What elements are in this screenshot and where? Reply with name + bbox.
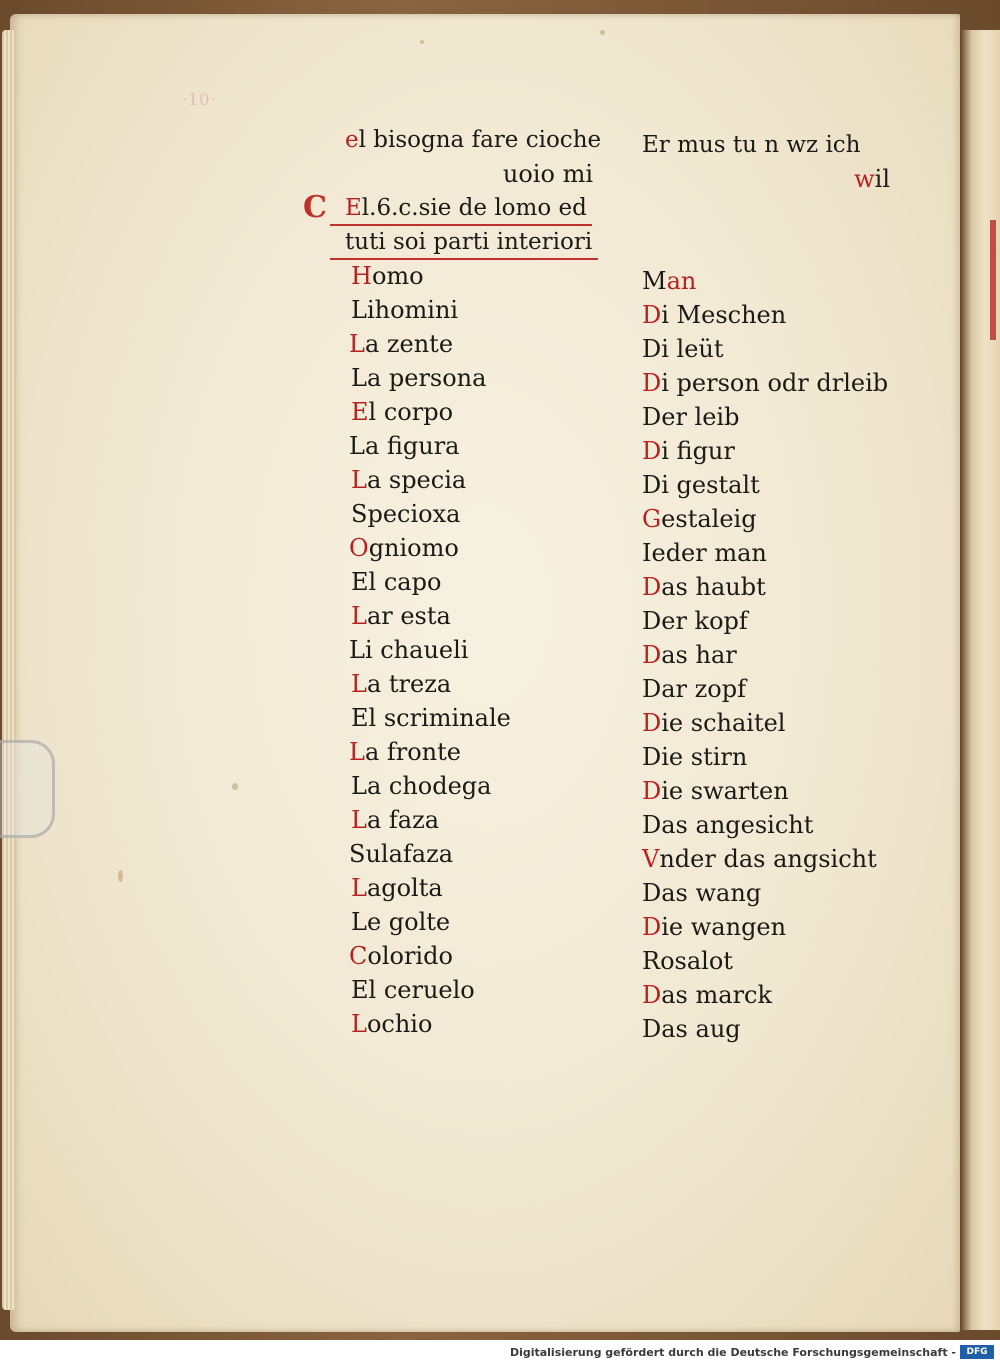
italian-entry-line — [345, 259, 605, 293]
facing-page-rubric — [990, 220, 996, 340]
initial-letter: D — [642, 709, 662, 737]
entry-text: er kopf — [661, 607, 748, 635]
entry-text: a fronte — [364, 738, 461, 766]
italian-entry-line — [345, 837, 605, 871]
german-entry-line — [642, 604, 902, 638]
initial-letter: D — [642, 913, 662, 941]
initial-letter: D — [642, 573, 662, 601]
entry-text: l corpo — [368, 398, 454, 426]
entry-text: l scriminale — [368, 704, 511, 732]
entry-text: i leüt — [661, 335, 724, 363]
initial-letter: L — [351, 874, 367, 902]
entry-text: ihomini — [366, 296, 459, 324]
entry-text: a treza — [366, 670, 452, 698]
initial-letter: L — [351, 364, 367, 392]
entry-text: ar zopf — [661, 675, 746, 703]
dfg-logo: DFG — [960, 1345, 994, 1359]
entry-text: eder man — [651, 539, 767, 567]
entry-text: as wang — [661, 879, 762, 907]
german-entry-line — [642, 366, 902, 400]
initial-letter: M — [642, 267, 667, 295]
entry-text: gniomo — [368, 534, 459, 562]
initial-letter: D — [642, 1015, 662, 1043]
initial-letter: D — [642, 811, 662, 839]
initial-letter: L — [351, 1010, 367, 1038]
foxing-spot — [232, 783, 238, 790]
initial-letter: V — [642, 845, 660, 873]
initial-letter: L — [349, 330, 365, 358]
italian-entry-line — [345, 395, 605, 429]
initial-letter: w — [854, 165, 875, 193]
entry-text: a faza — [366, 806, 440, 834]
initial-letter: D — [642, 981, 662, 1009]
entry-text: nder das angsicht — [659, 845, 877, 873]
initial-letter: C — [349, 942, 368, 970]
german-entry-line — [642, 332, 902, 366]
entry-text: i gestalt — [661, 471, 760, 499]
italian-entry-line — [345, 871, 605, 905]
paragraph-mark: C — [303, 190, 327, 225]
funding-credit: Digitalisierung gefördert durch die Deutsche Forschungsgemeinschaft - — [509, 1346, 956, 1359]
italian-entry-line — [345, 225, 605, 259]
initial-letter: H — [351, 262, 372, 290]
entry-text: r mus tu n wz ich — [658, 132, 861, 158]
german-entry-line — [642, 502, 902, 536]
initial-letter: L — [351, 806, 367, 834]
italian-entry-line — [345, 463, 605, 497]
entry-text: estaleig — [661, 505, 757, 533]
initial-letter: E — [642, 132, 659, 158]
entry-text: ulafaza — [365, 840, 454, 868]
initial-letter: D — [642, 743, 662, 771]
initial-letter: D — [642, 369, 662, 397]
initial-letter: E — [345, 195, 362, 221]
initial-letter: L — [349, 432, 365, 460]
italian-entry-line — [345, 361, 605, 395]
entry-text: ochio — [366, 1010, 433, 1038]
initial-letter: E — [351, 568, 369, 596]
initial-letter: S — [349, 840, 366, 868]
german-entry-line — [642, 876, 902, 910]
italian-entry-line — [345, 599, 605, 633]
german-entry-line — [642, 298, 902, 332]
italian-entry-line — [345, 633, 605, 667]
entry-text: ie stirn — [661, 743, 748, 771]
initial-letter: D — [642, 777, 662, 805]
initial-letter: E — [351, 704, 369, 732]
entry-text: ar esta — [366, 602, 451, 630]
initial-letter: u — [502, 160, 519, 188]
german-entry-line — [642, 434, 902, 468]
italian-entry-line — [345, 429, 605, 463]
initial-letter: L — [349, 636, 365, 664]
entry-text: e golte — [366, 908, 451, 936]
entry-text: l capo — [368, 568, 442, 596]
entry-text: pecioxa — [367, 500, 461, 528]
german-entry-line — [642, 230, 902, 264]
foxing-spot — [600, 30, 605, 35]
entry-text: l.6.c.sie de lomo ed — [361, 195, 587, 221]
entry-text: olorido — [367, 942, 453, 970]
german-entry-line — [642, 740, 902, 774]
rubric-underline — [330, 258, 598, 260]
entry-text: er leib — [661, 403, 740, 431]
german-entry-line — [642, 264, 902, 298]
italian-entry-line — [345, 531, 605, 565]
german-entry-line — [642, 808, 902, 842]
entry-text: a figura — [364, 432, 460, 460]
initial-letter: D — [642, 335, 662, 363]
german-entry-line — [642, 944, 902, 978]
german-entry-line — [642, 128, 902, 162]
initial-letter: L — [351, 466, 367, 494]
italian-column — [345, 123, 605, 1041]
entry-text: omo — [371, 262, 424, 290]
initial-letter: E — [351, 398, 369, 426]
italian-entry-line — [345, 769, 605, 803]
entry-text: agolta — [366, 874, 443, 902]
rubric-underline — [330, 224, 592, 226]
initial-letter: L — [351, 296, 367, 324]
initial-letter: D — [642, 607, 662, 635]
entry-text: as angesicht — [661, 811, 814, 839]
italian-entry-line — [345, 701, 605, 735]
italian-entry-line — [345, 939, 605, 973]
italian-entry-line — [345, 157, 605, 191]
entry-text: oio mi — [518, 160, 593, 188]
entry-text: osalot — [660, 947, 733, 975]
german-entry-line — [642, 706, 902, 740]
entry-text: ie schaitel — [661, 709, 786, 737]
entry-text: uti soi parti interiori — [354, 229, 593, 255]
entry-text: a persona — [366, 364, 487, 392]
german-entry-line — [642, 468, 902, 502]
italian-entry-line — [345, 191, 605, 225]
initial-letter: L — [351, 670, 367, 698]
initial-letter: D — [642, 301, 662, 329]
initial-letter: O — [349, 534, 369, 562]
initial-letter: e — [345, 127, 359, 153]
entry-text: a chodega — [366, 772, 492, 800]
entry-text: as har — [661, 641, 737, 669]
italian-entry-line — [345, 293, 605, 327]
initial-letter: L — [351, 908, 367, 936]
entry-text: il — [874, 165, 890, 193]
entry-text: as haubt — [661, 573, 766, 601]
entry-text: i figur — [661, 437, 735, 465]
italian-entry-line — [345, 565, 605, 599]
italian-entry-line — [345, 1007, 605, 1041]
entry-text: ie swarten — [661, 777, 789, 805]
italian-entry-line — [345, 905, 605, 939]
initial-letter: L — [349, 738, 365, 766]
entry-text: l bisogna fare cioche — [358, 127, 602, 153]
italian-entry-line — [345, 667, 605, 701]
initial-letter: D — [642, 403, 662, 431]
entry-text: as aug — [661, 1015, 741, 1043]
initial-letter: L — [351, 772, 367, 800]
german-column — [642, 128, 902, 1046]
initial-letter: I — [642, 539, 652, 567]
german-entry-line — [642, 842, 902, 876]
italian-entry-line — [345, 123, 605, 157]
entry-text: ie wangen — [661, 913, 787, 941]
initial-letter: G — [642, 505, 662, 533]
german-entry-line — [642, 196, 902, 230]
initial-letter: L — [351, 602, 367, 630]
german-entry-line — [642, 910, 902, 944]
entry-text: a zente — [364, 330, 454, 358]
initial-letter: D — [642, 879, 662, 907]
italian-entry-line — [345, 803, 605, 837]
german-entry-line — [642, 400, 902, 434]
entry-text: l ceruelo — [368, 976, 475, 1004]
italian-entry-line — [345, 497, 605, 531]
italian-entry-line — [345, 973, 605, 1007]
italian-entry-line — [345, 735, 605, 769]
german-entry-line — [642, 638, 902, 672]
entry-text: a specia — [366, 466, 467, 494]
entry-text: i person odr drleib — [661, 369, 889, 397]
page-edge — [2, 30, 16, 1310]
folio-number: ·10· — [182, 90, 217, 109]
german-entry-line — [642, 978, 902, 1012]
initial-letter: R — [642, 947, 661, 975]
initial-letter: E — [351, 976, 369, 1004]
footer-bar — [0, 1340, 1000, 1366]
entry-text: i Meschen — [661, 301, 787, 329]
entry-text: i chaueli — [364, 636, 469, 664]
initial-letter: D — [642, 675, 662, 703]
entry-text: as marck — [661, 981, 773, 1009]
initial-letter: D — [642, 471, 662, 499]
initial-letter: S — [351, 500, 368, 528]
foxing-spot — [420, 40, 424, 44]
initial-letter: D — [642, 641, 662, 669]
german-entry-line — [642, 672, 902, 706]
german-entry-line — [642, 570, 902, 604]
german-entry-line — [642, 774, 902, 808]
foxing-spot — [118, 870, 123, 882]
german-entry-line — [642, 162, 902, 196]
initial-letter: D — [642, 437, 662, 465]
entry-text: an — [666, 267, 697, 295]
german-entry-line — [642, 1012, 902, 1046]
bookmark-clip — [0, 740, 55, 838]
initial-letter: t — [345, 229, 355, 255]
german-entry-line — [642, 536, 902, 570]
italian-entry-line — [345, 327, 605, 361]
